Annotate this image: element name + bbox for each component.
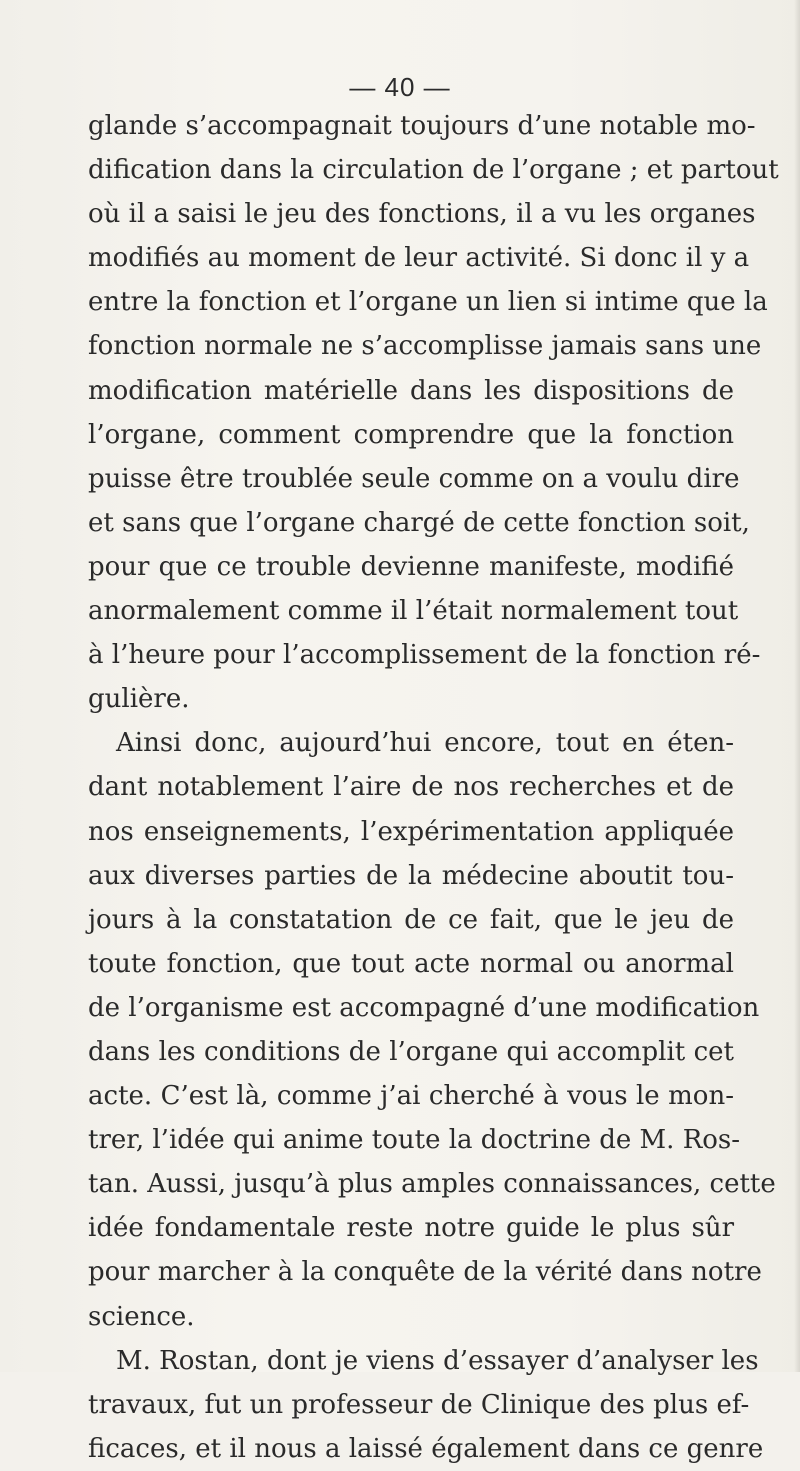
text-line: trer, l’idée qui anime toute la doctrine de M. Ros- [88, 1125, 741, 1156]
paragraph-start-line: Ainsi donc, aujourd’hui encore, tout en éten- [116, 728, 734, 759]
text-line: ficaces, et il nous a laissé également dans ce genre [88, 1433, 764, 1464]
text-line: travaux, fut un professeur de Clinique des plus ef- [88, 1389, 750, 1420]
text-line: et sans que l’organe chargé de cette fonction soit, [88, 507, 750, 538]
page-edge-shadow [794, 0, 800, 1372]
text-line: de l’organisme est accompagné d’une modification [88, 992, 760, 1023]
text-line: pour que ce trouble devienne manifeste, modifié [88, 551, 734, 582]
text-line: fonction normale ne s’accomplisse jamais sans une [88, 331, 762, 362]
text-line: acte. C’est là, comme j’ai cherché à vous le mon- [88, 1081, 734, 1112]
text-line: anormalement comme il l’était normalement tout [88, 596, 739, 627]
text-line: où il a saisi le jeu des fonctions, il a vu les organes [88, 199, 756, 230]
body-text [88, 104, 779, 1471]
text-line: gulière. [88, 684, 190, 715]
text-line: toute fonction, que tout acte normal ou anormal [88, 948, 734, 979]
text-line: entre la fonction et l’organe un lien si intime que la [88, 287, 768, 318]
text-line: aux diverses parties de la médecine aboutit tou- [88, 860, 734, 891]
text-line: modification matérielle dans les dispositions de [88, 375, 734, 406]
text-line: tan. Aussi, jusqu’à plus amples connaissances, cette [88, 1169, 776, 1200]
text-line: pour marcher à la conquête de la vérité dans notre [88, 1257, 762, 1288]
text-line: jours à la constatation de ce fait, que le jeu de [88, 904, 734, 935]
text-line: puisse être troublée seule comme on a voulu dire [88, 463, 740, 494]
text-line: idée fondamentale reste notre guide le plus sûr [88, 1213, 734, 1244]
text-line: dans les conditions de l’organe qui accomplit cet [88, 1036, 734, 1067]
text-line: glande s’accompagnait toujours d’une notable mo- [88, 111, 756, 141]
text-line: dification dans la circulation de l’organe ; et partout [88, 155, 779, 186]
page-number: — 40 — [349, 72, 451, 102]
text-line: science. [88, 1301, 195, 1332]
text-line: à l’heure pour l’accomplissement de la fonction ré- [88, 640, 761, 671]
text-line: modifiés au moment de leur activité. Si donc il y a [88, 243, 750, 274]
text-line: dant notablement l’aire de nos recherches et de [88, 772, 734, 803]
text-line: l’organe, comment comprendre que la fonction [88, 419, 734, 450]
text-line: nos enseignements, l’expérimentation appliquée [88, 816, 734, 847]
paragraph-start-line: M. Rostan, dont je viens d’essayer d’analyser les [116, 1345, 759, 1376]
